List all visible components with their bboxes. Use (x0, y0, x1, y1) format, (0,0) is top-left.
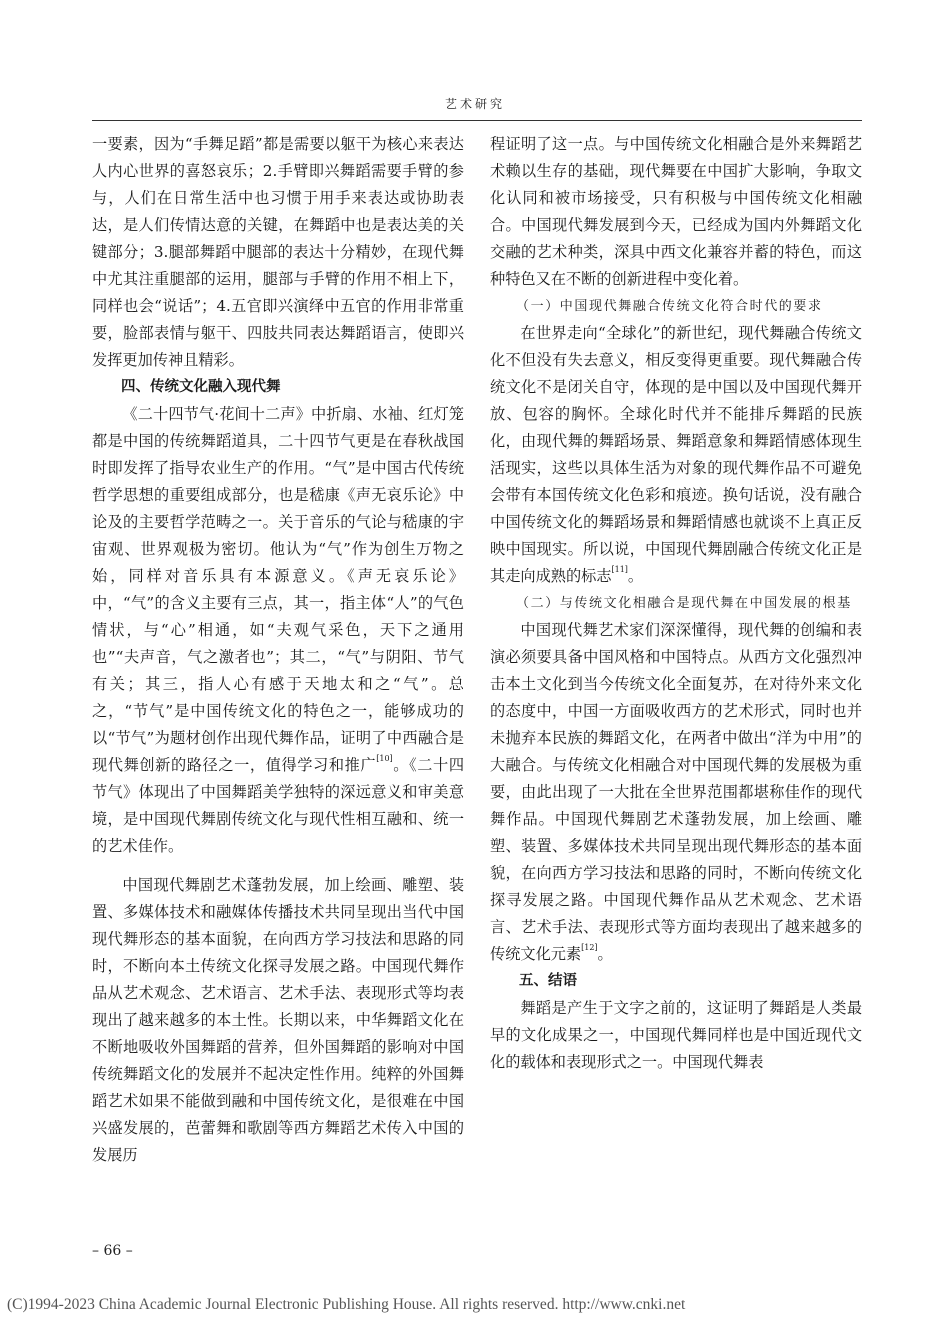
citation-ref-12[interactable]: [12] (581, 943, 598, 952)
body-paragraph: 一要素，因为“手舞足蹈”都是需要以躯干为核心来表达人内心世界的喜怒哀乐；2.手臂即兴舞蹈需要手臂的参与，人们在日常生活中也习惯于用手来表达或协助表达，是人们传情达意的关键，在舞蹈中也是表达美的关键部分；3.腿部舞蹈中腿部的表达十分精妙，在现代舞中尤其注重腿部的运用，腿部与手臂的作用不相上下，同样也会“说话”；4.五官即兴演绎中五官的作用非常重要，脸部表情与躯干、四肢共同表达舞蹈语言，使即兴发挥更加传神且精彩。 (92, 135, 464, 369)
section-heading-4: 四、传统文化融入现代舞 (121, 379, 281, 395)
paragraph-text: 。 (627, 567, 644, 585)
body-paragraph (92, 401, 464, 860)
copyright-notice: (C)1994-2023 China Academic Journal Electronic Publishing House. All rights reserved. http://www.cnki.net (7, 1296, 686, 1313)
body-paragraph: 程证明了这一点。与中国传统文化相融合是外来舞蹈艺术赖以生存的基础，现代舞要在中国扩大影响，争取文化认同和被市场接受，只有积极与中国传统文化相融合。中国现代舞发展到今天，已经成为国内外舞蹈文化交融的艺术种类，深具中西文化兼容并蓄的特色，而这种特色又在不断的创新进程中变化着。 (490, 135, 862, 288)
paragraph-text: 。《二十四节气》体现出了中国舞蹈美学独特的深远意义和审美意境，是中国现代舞剧传统文化与现代性相互融和、统一的艺术佳作。 (92, 756, 465, 855)
citation-ref-10[interactable]: [10] (376, 754, 393, 763)
running-head-journal-title: 艺术研究 (444, 97, 505, 111)
left-column (92, 131, 464, 1169)
subsection-heading-1: （一）中国现代舞融合传统文化符合时代的要求 (516, 299, 823, 314)
body-paragraph: 舞蹈是产生于文字之前的，这证明了舞蹈是人类最早的文化成果之一，中国现代舞同样也是中国近现代文化的载体和表现形式之一。中国现代舞表 (490, 999, 862, 1071)
header-rule (92, 120, 862, 121)
body-paragraph: 中国现代舞剧艺术蓬勃发展，加上绘画、雕塑、装置、多媒体技术和融媒体传播技术共同呈现出当代中国现代舞形态的基本面貌，在向西方学习技法和思路的同时，不断向本土传统文化探寻发展之路。中国现代舞作品从艺术观念、艺术语言、艺术手法、表现形式等均表现出了越来越多的本土性。长期以来，中华舞蹈文化在不断地吸收外国舞蹈的营养，但外国舞蹈的影响对中国传统舞蹈文化的发展并不起决定性作用。纯粹的外国舞蹈艺术如果不能做到融和中国传统文化，是很难在中国兴盛发展的，芭蕾舞和歌剧等西方舞蹈艺术传入中国的发展历 (92, 876, 464, 1164)
section-heading-5: 五、结语 (519, 973, 577, 989)
citation-ref-11[interactable]: [11] (611, 565, 628, 574)
paragraph-text: 在世界走向“全球化”的新世纪，现代舞融合传统文化不但没有失去意义，相反变得更重要。现代舞融合传统文化不是闭关自守，体现的是中国以及中国现代舞开放、包容的胸怀。全球化时代并不能排斥舞蹈的民族化，由现代舞的舞蹈场景、舞蹈意象和舞蹈情感体现生活现实，这些以具体生活为对象的现代舞作品不可避免会带有本国传统文化色彩和痕迹。换句话说，没有融合中国传统文化的舞蹈场景和舞蹈情感也就谈不上真正反映中国现实。所以说，中国现代舞剧融合传统文化正是其走向成熟的标志 (490, 324, 862, 585)
paragraph-text: 中国现代舞艺术家们深深懂得，现代舞的创编和表演必须要具备中国风格和中国特点。从西方文化强烈冲击本土文化到当今传统文化全面复苏，在对待外来文化的态度中，中国一方面吸收西方的艺术形式，同时也并未抛弃本民族的舞蹈文化，在两者中做出“洋为中用”的大融合。与传统文化相融合对中国现代舞的发展极为重要，由此出现了一大批在全世界范围都堪称佳作的现代舞作品。中国现代舞剧艺术蓬勃发展，加上绘画、雕塑、装置、多媒体技术共同呈现出现代舞形态的基本面貌，在向西方学习技法和思路的同时，不断向传统文化探寻发展之路。中国现代舞作品从艺术观念、艺术语言、艺术手法、表现形式等方面均表现出了越来越多的传统文化元素 (490, 621, 862, 963)
right-column (490, 131, 862, 1076)
body-paragraph (490, 617, 862, 968)
body-paragraph (490, 320, 862, 590)
subsection-heading-2: （二）与传统文化相融合是现代舞在中国发展的根基 (516, 596, 852, 611)
paragraph-text: 《二十四节气·花间十二声》中折扇、水袖、红灯笼都是中国的传统舞蹈道具，二十四节气更是在春秋战国时即发挥了指导农业生产的作用。“气”是中国古代传统哲学思想的重要组成部分，也是嵇康《声无哀乐论》中论及的主要哲学范畴之一。关于音乐的气论与嵇康的宇宙观、世界观极为密切。他认为“气”作为创生万物之始，同样对音乐具有本源意义。《声无哀乐论》中，“气”的含义主要有三点，其一，指主体“人”的气色情状，与“心”相通，如“夫观气采色，天下之通用也”“夫声音，气之激者也”；其二，“气”与阴阳、节气有关；其三，指人心有感于天地太和之“气”。总之，“节气”是中国传统文化的特色之一，能够成功的以“节气”为题材创作出现代舞作品，证明了中西融合是现代舞创新的路径之一，值得学习和推广 (92, 405, 464, 774)
paragraph-text: 。 (597, 945, 613, 963)
page-number: – 66 – (92, 1243, 133, 1259)
